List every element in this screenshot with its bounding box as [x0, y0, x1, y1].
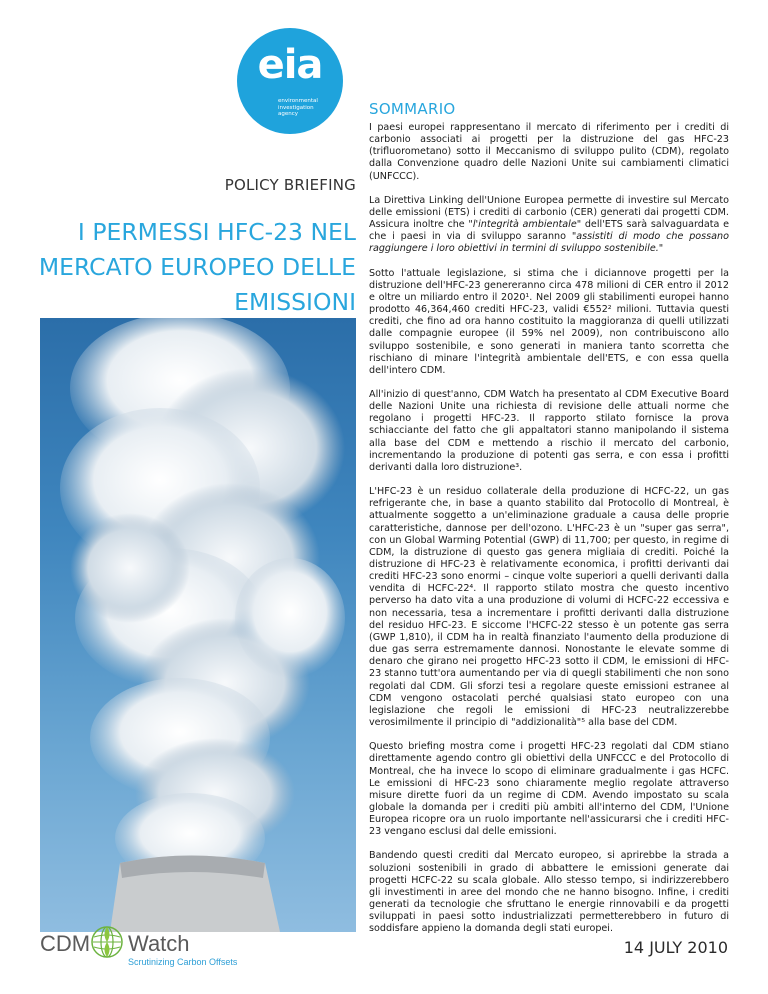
eia-logo	[237, 28, 343, 134]
publication-date: 14 JULY 2010	[623, 938, 728, 957]
cdm-logo-right: Watch	[128, 931, 190, 956]
policy-briefing-label: POLICY BRIEFING	[224, 176, 356, 194]
title-line: I PERMESSI HFC-23 NEL	[77, 218, 356, 246]
paragraph: Questo briefing mostra come i progetti HFC-23 regolati dal CDM stiano direttamente agendo contro gli obiettivi della UNFCCC e del Protocollo di Montreal, che ha invece lo scopo di eliminare gradualmente i gas HCFC. Le emissioni di HFC-23 sono chiaramente meglio regolate attraverso misure dirette fuori da un regime di CDM. Avendo impostato su scala globale la domanda per i crediti più ambiti all'interno del CDM, l'Unione Europea ricopre ora un ruolo importante nell'assicurarsi che i crediti HFC-23 vengano esclusi dal delle emissioni.	[369, 741, 729, 838]
paragraph: All'inizio di quest'anno, CDM Watch ha presentato al CDM Executive Board delle Nazioni Unite una richiesta di revisione delle attuali norme che regolano i progetti HFC-23. Il rapporto stilato fornisce la prova schiacciante del fatto che gli appaltatori stanno manipolando il sistema alla base del CDM e mettendo a rischio il mercato del carbonio, incrementando la produzione di potenti gas serra, e con essa i profitti derivanti dalla loro distruzione³.	[369, 388, 729, 473]
summary-body	[369, 122, 729, 948]
eia-sub-line: environmental	[278, 98, 318, 104]
cdm-tagline: Scrutinizing Carbon Offsets	[128, 957, 238, 967]
eia-sub-line: agency	[278, 111, 299, 117]
paragraph: L'HFC-23 è un residuo collaterale della produzione di HCFC-22, un gas refrigerante che, in base a quanto stabilito dal Protocollo di Montreal, è attualmente soggetto a un'eliminazione graduale a causa delle proprie caratteristiche, dannose per dell'ozono. L'HFC-23 è un "super gas serra", con un Global Warming Potential (GWP) di 11,700; per questo, in regime di CDM, la distruzione di questo gas genera migliaia di crediti. Poiché la distruzione di HFC-23 è relativamente economica, i profitti derivanti dai crediti HFC-23 sono enormi – cinque volte superiori a quelli derivanti dalla vendita di HCFC-22⁴. Il rapporto stilato mostra che questo incentivo perverso ha dato vita a una produzione di volumi di HCFC-22 eccessiva e non necessaria, tesa a incrementare i profitti derivanti dalla distruzione del residuo HFC-23. E siccome l'HCFC-22 stesso è un potente gas serra (GWP 1,810), il CDM ha in realtà finanziato l'aumento della produzione di due gas serra estremamente dannosi. Nonostante le elevate somme di denaro che girano nei progetto HFC-23 sotto il CDM, le emissioni di HFC-23 stanno tutt'ora aumentando per via di quegli stabilimenti che non sono regolati dal CDM. Gli sforzi tesi a regolare queste emissioni estranee al CDM vengono ostacolati perché qualsiasi stato europeo con una legislazione che regoli le emissioni di HFC-23 neutralizzerebbe verosimilmente il principio di "addizionalità"⁵ alla base del CDM.	[369, 486, 729, 729]
document-title	[26, 215, 356, 320]
quote-text: "assistiti di modo che possano raggiungere i loro obiettivi in termini di sviluppo sostenibile."	[369, 231, 729, 255]
paragraph: I paesi europei rappresentano il mercato di riferimento per i crediti di carbonio associati ai progetti per la distruzione del gas HFC-23 (trifluorometano) sotto il Meccanismo di sviluppo pulito (CDM), regolato dalla Convenzione quadro delle Nazioni Unite sui cambiamenti climatici (UNFCCC).	[369, 122, 729, 182]
title-line: EMISSIONI	[234, 288, 356, 316]
cdm-logo-left: CDM	[40, 931, 91, 956]
summary-heading: SOMMARIO	[369, 100, 456, 118]
paragraph: Sotto l'attuale legislazione, si stima che i diciannove progetti per la distruzione dell'HFC-23 genereranno circa 478 milioni di CER entro il 2012 e oltre un miliardo entro il 2020¹. Nel 2009 gli stabilimenti europei hanno prodotto 46,364,460 crediti HFC-23, validi €552² milioni. Tuttavia questi crediti, che fino ad ora hanno costituito la maggioranza di quelli utilizzati dalle compagnie europee (il 59% nel 2009), non contribuiscono allo sviluppo sostenibile, e sono generati in maniera tanto scorretta che rischiano di minare l'integrità ambientale dell'ETS, e con essa quella dell'intero CDM.	[369, 267, 729, 376]
eia-logo-word: eia	[257, 42, 323, 88]
paragraph-text: La Direttiva Linking dell'Unione Europea permette di investire sul Mercato delle emissioni (ETS) i crediti di carbonio (CER) generati dai progetti CDM. Assicura inoltre che	[369, 194, 729, 231]
paragraph-text: dell'ETS sarà salvaguardata e che i paesi in via di sviluppo saranno	[369, 219, 729, 243]
paragraph	[369, 195, 729, 256]
cdm-watch-logo	[40, 922, 240, 966]
eia-sub-line: investigation	[278, 104, 314, 111]
smokestack-photo	[40, 318, 356, 932]
eia-logo-subtitle	[278, 98, 334, 118]
quote-text: "l'integrità ambientale"	[468, 219, 582, 231]
title-line: MERCATO EUROPEO DELLE	[38, 253, 356, 281]
paragraph: Bandendo questi crediti dal Mercato europeo, si aprirebbe la strada a soluzioni sostenibili in grado di abbattere le emissioni generate dai progetti HCFC-22 su scala globale. Allo stesso tempo, si indirizzerebbero gli investimenti in aree del mondo che ne hanno bisogno. Infine, i crediti generati da tecnologie che sfruttano le energie rinnovabili e da progetti sviluppati in paesi sotto industrializzati permetterebbero in futuro di soddisfare appieno la domanda degli stati europei.	[369, 850, 729, 935]
leaf-globe-icon	[90, 925, 124, 959]
smoke-illustration	[40, 318, 356, 932]
